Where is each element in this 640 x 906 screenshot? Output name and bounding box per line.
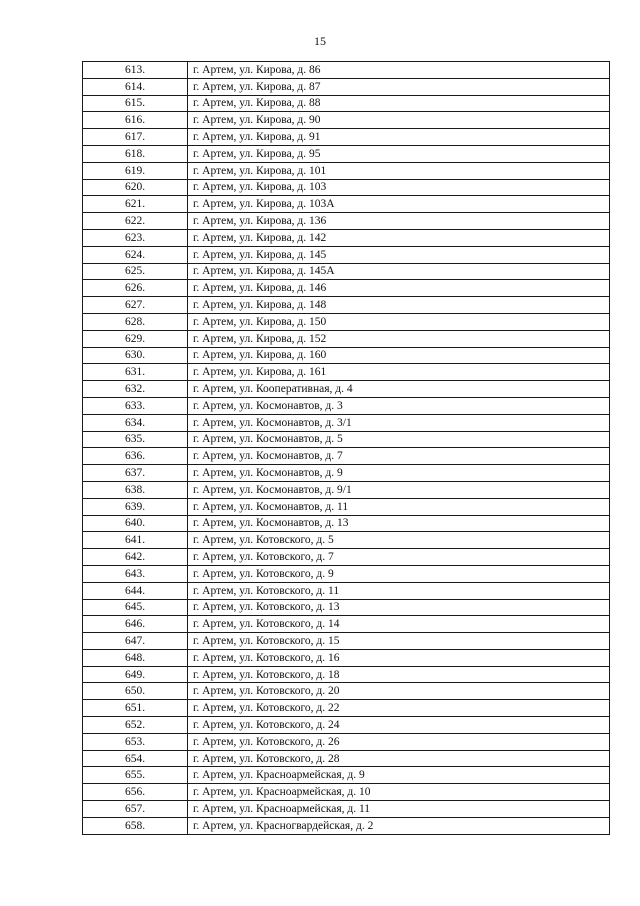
- table-row: [83, 364, 610, 381]
- row-number: 623.: [83, 229, 188, 246]
- row-number: 630.: [83, 347, 188, 364]
- row-address: г. Артем, ул. Кирова, д. 148: [188, 297, 610, 314]
- row-number: 646.: [83, 616, 188, 633]
- row-number: 615.: [83, 95, 188, 112]
- table-row: [83, 448, 610, 465]
- table-row: [83, 498, 610, 515]
- row-address: г. Артем, ул. Кирова, д. 146: [188, 280, 610, 297]
- table-row: [83, 465, 610, 482]
- row-number: 627.: [83, 297, 188, 314]
- row-address: г. Артем, ул. Космонавтов, д. 13: [188, 515, 610, 532]
- table-row: [83, 582, 610, 599]
- row-address: г. Артем, ул. Кирова, д. 101: [188, 162, 610, 179]
- row-address: г. Артем, ул. Кирова, д. 161: [188, 364, 610, 381]
- row-number: 653.: [83, 733, 188, 750]
- row-address: г. Артем, ул. Кирова, д. 91: [188, 129, 610, 146]
- row-address: г. Артем, ул. Котовского, д. 15: [188, 633, 610, 650]
- row-number: 631.: [83, 364, 188, 381]
- row-address: г. Артем, ул. Котовского, д. 9: [188, 565, 610, 582]
- row-number: 617.: [83, 129, 188, 146]
- table-row: [83, 549, 610, 566]
- table-row: [83, 565, 610, 582]
- row-number: 616.: [83, 112, 188, 129]
- row-address: г. Артем, ул. Кирова, д. 136: [188, 213, 610, 230]
- row-number: 642.: [83, 549, 188, 566]
- table-row: [83, 145, 610, 162]
- row-address: г. Артем, ул. Кирова, д. 87: [188, 78, 610, 95]
- table-row: [83, 599, 610, 616]
- row-number: 654.: [83, 750, 188, 767]
- row-address: г. Артем, ул. Космонавтов, д. 5: [188, 431, 610, 448]
- table-row: [83, 162, 610, 179]
- table-row: [83, 717, 610, 734]
- row-number: 633.: [83, 397, 188, 414]
- row-address: г. Артем, ул. Котовского, д. 5: [188, 532, 610, 549]
- table-row: [83, 414, 610, 431]
- row-number: 643.: [83, 565, 188, 582]
- row-number: 641.: [83, 532, 188, 549]
- row-address: г. Артем, ул. Котовского, д. 11: [188, 582, 610, 599]
- table-row: [83, 78, 610, 95]
- table-row: [83, 801, 610, 818]
- row-number: 624.: [83, 246, 188, 263]
- row-address: г. Артем, ул. Кирова, д. 95: [188, 145, 610, 162]
- table-row: [83, 784, 610, 801]
- table-row: [83, 700, 610, 717]
- row-address: г. Артем, ул. Кирова, д. 86: [188, 62, 610, 79]
- table-row: [83, 313, 610, 330]
- row-address: г. Артем, ул. Космонавтов, д. 7: [188, 448, 610, 465]
- table-row: [83, 649, 610, 666]
- table-row: [83, 112, 610, 129]
- row-address: г. Артем, ул. Кирова, д. 145: [188, 246, 610, 263]
- table-row: [83, 532, 610, 549]
- row-address: г. Артем, ул. Кирова, д. 150: [188, 313, 610, 330]
- table-row: [83, 62, 610, 79]
- address-table: [82, 61, 610, 835]
- row-number: 636.: [83, 448, 188, 465]
- row-address: г. Артем, ул. Кирова, д. 145А: [188, 263, 610, 280]
- row-number: 619.: [83, 162, 188, 179]
- row-number: 634.: [83, 414, 188, 431]
- row-number: 613.: [83, 62, 188, 79]
- row-address: г. Артем, ул. Кирова, д. 103А: [188, 196, 610, 213]
- row-address: г. Артем, ул. Космонавтов, д. 3/1: [188, 414, 610, 431]
- row-address: г. Артем, ул. Космонавтов, д. 3: [188, 397, 610, 414]
- row-number: 650.: [83, 683, 188, 700]
- row-number: 639.: [83, 498, 188, 515]
- table-row: [83, 347, 610, 364]
- table-row: [83, 817, 610, 834]
- row-number: 632.: [83, 381, 188, 398]
- row-number: 635.: [83, 431, 188, 448]
- row-number: 648.: [83, 649, 188, 666]
- row-number: 647.: [83, 633, 188, 650]
- row-number: 656.: [83, 784, 188, 801]
- row-address: г. Артем, ул. Кирова, д. 142: [188, 229, 610, 246]
- row-number: 625.: [83, 263, 188, 280]
- table-row: [83, 616, 610, 633]
- table-row: [83, 397, 610, 414]
- row-address: г. Артем, ул. Красногвардейская, д. 2: [188, 817, 610, 834]
- row-number: 637.: [83, 465, 188, 482]
- address-table-body: [83, 62, 610, 835]
- table-row: [83, 683, 610, 700]
- table-row: [83, 246, 610, 263]
- table-row: [83, 515, 610, 532]
- row-number: 645.: [83, 599, 188, 616]
- row-address: г. Артем, ул. Красноармейская, д. 10: [188, 784, 610, 801]
- row-number: 644.: [83, 582, 188, 599]
- row-number: 640.: [83, 515, 188, 532]
- row-number: 622.: [83, 213, 188, 230]
- row-number: 652.: [83, 717, 188, 734]
- row-address: г. Артем, ул. Кирова, д. 160: [188, 347, 610, 364]
- row-number: 614.: [83, 78, 188, 95]
- table-row: [83, 280, 610, 297]
- table-row: [83, 750, 610, 767]
- row-number: 651.: [83, 700, 188, 717]
- row-address: г. Артем, ул. Котовского, д. 14: [188, 616, 610, 633]
- table-row: [83, 229, 610, 246]
- table-row: [83, 95, 610, 112]
- table-row: [83, 666, 610, 683]
- row-address: г. Артем, ул. Котовского, д. 28: [188, 750, 610, 767]
- row-address: г. Артем, ул. Котовского, д. 20: [188, 683, 610, 700]
- table-row: [83, 263, 610, 280]
- row-address: г. Артем, ул. Котовского, д. 7: [188, 549, 610, 566]
- row-number: 629.: [83, 330, 188, 347]
- row-address: г. Артем, ул. Кирова, д. 103: [188, 179, 610, 196]
- row-address: г. Артем, ул. Космонавтов, д. 11: [188, 498, 610, 515]
- table-row: [83, 179, 610, 196]
- table-row: [83, 481, 610, 498]
- table-row: [83, 733, 610, 750]
- row-address: г. Артем, ул. Котовского, д. 22: [188, 700, 610, 717]
- row-number: 620.: [83, 179, 188, 196]
- row-address: г. Артем, ул. Котовского, д. 16: [188, 649, 610, 666]
- row-address: г. Артем, ул. Красноармейская, д. 9: [188, 767, 610, 784]
- table-row: [83, 767, 610, 784]
- row-address: г. Артем, ул. Кирова, д. 88: [188, 95, 610, 112]
- row-address: г. Артем, ул. Кирова, д. 152: [188, 330, 610, 347]
- row-address: г. Артем, ул. Красноармейская, д. 11: [188, 801, 610, 818]
- row-number: 649.: [83, 666, 188, 683]
- row-address: г. Артем, ул. Котовского, д. 24: [188, 717, 610, 734]
- row-number: 657.: [83, 801, 188, 818]
- row-address: г. Артем, ул. Котовского, д. 18: [188, 666, 610, 683]
- row-address: г. Артем, ул. Кооперативная, д. 4: [188, 381, 610, 398]
- table-row: [83, 381, 610, 398]
- row-number: 658.: [83, 817, 188, 834]
- row-address: г. Артем, ул. Космонавтов, д. 9/1: [188, 481, 610, 498]
- table-row: [83, 633, 610, 650]
- row-address: г. Артем, ул. Кирова, д. 90: [188, 112, 610, 129]
- row-number: 626.: [83, 280, 188, 297]
- row-number: 618.: [83, 145, 188, 162]
- row-address: г. Артем, ул. Котовского, д. 13: [188, 599, 610, 616]
- row-address: г. Артем, ул. Космонавтов, д. 9: [188, 465, 610, 482]
- row-address: г. Артем, ул. Котовского, д. 26: [188, 733, 610, 750]
- page-number: 15: [314, 34, 326, 48]
- table-row: [83, 129, 610, 146]
- table-row: [83, 431, 610, 448]
- table-row: [83, 196, 610, 213]
- row-number: 621.: [83, 196, 188, 213]
- table-row: [83, 330, 610, 347]
- table-row: [83, 213, 610, 230]
- table-row: [83, 297, 610, 314]
- row-number: 655.: [83, 767, 188, 784]
- row-number: 638.: [83, 481, 188, 498]
- row-number: 628.: [83, 313, 188, 330]
